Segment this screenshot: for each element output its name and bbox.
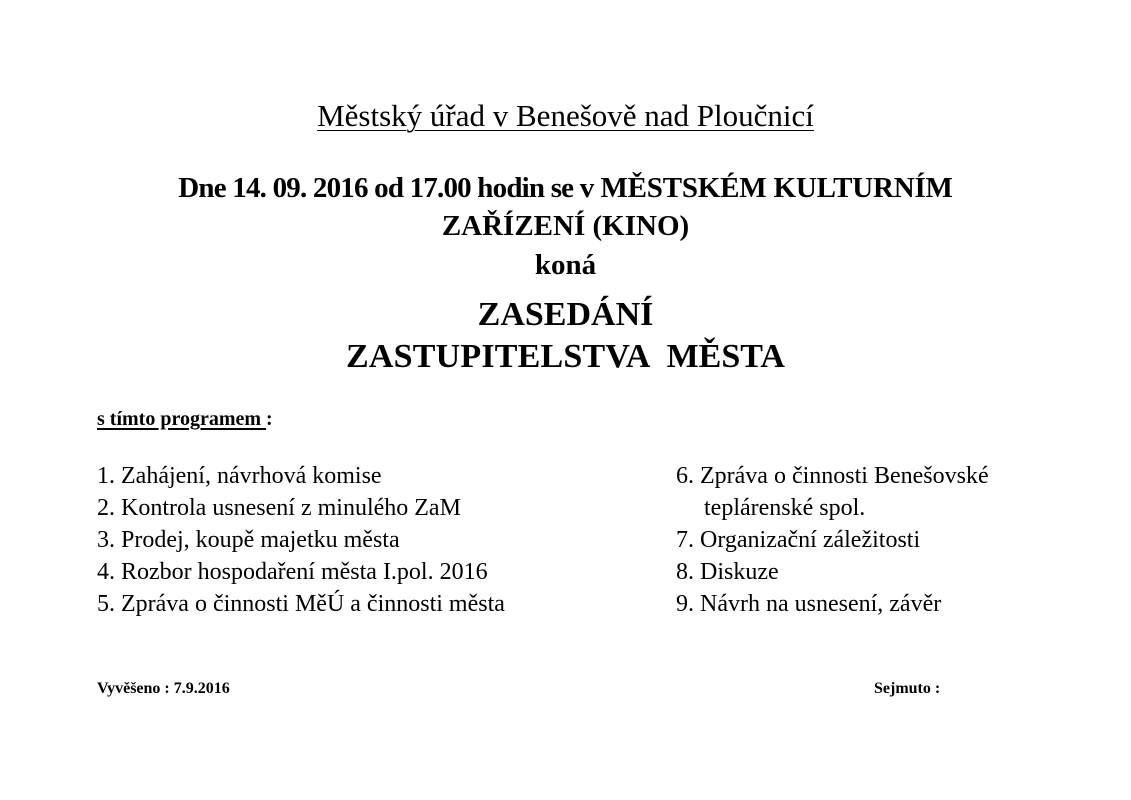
agenda-item: 7. Organizační záležitosti (676, 527, 921, 553)
agenda-item-continuation: teplárenské spol. (704, 495, 866, 521)
agenda-item: 3. Prodej, koupě majetku města (97, 527, 400, 553)
office-heading: Městský úřad v Benešově nad Ploučnicí (317, 98, 814, 133)
agenda-list-left (97, 460, 505, 620)
meeting-venue: MĚSTSKÉM KULTURNÍM (600, 172, 953, 204)
agenda-item: 8. Diskuze (676, 559, 779, 585)
meeting-title-line-2 (0, 338, 1131, 376)
posted-date: Vyvěšeno : 7.9.2016 (97, 680, 230, 697)
removed-date: Sejmuto : (874, 680, 941, 697)
meeting-title-line-1: ZASEDÁNÍ (477, 296, 654, 333)
title-word-town: MĚSTA (666, 338, 785, 375)
meeting-date-time: Dne 14. 09. 2016 od 17.00 hodin se v (178, 172, 594, 204)
agenda-item: 1. Zahájení, návrhová komise (97, 463, 382, 489)
agenda-item: 4. Rozbor hospodaření města I.pol. 2016 (97, 559, 488, 585)
agenda-item: 5. Zpráva o činnosti MěÚ a činnosti města (97, 591, 505, 617)
program-label: s tímto programem : (97, 408, 273, 430)
agenda-list-right (676, 460, 989, 620)
announcement-verb: koná (534, 249, 597, 281)
announcement-line-1 (0, 172, 1131, 205)
agenda-item: 2. Kontrola usnesení z minulého ZaM (97, 495, 461, 521)
agenda-item: 6. Zpráva o činnosti Benešovské (676, 463, 989, 489)
agenda-item: 9. Návrh na usnesení, závěr (676, 591, 942, 617)
meeting-venue-line-2: ZAŘÍZENÍ (KINO) (441, 210, 690, 242)
title-word-council: ZASTUPITELSTVA (346, 338, 651, 375)
